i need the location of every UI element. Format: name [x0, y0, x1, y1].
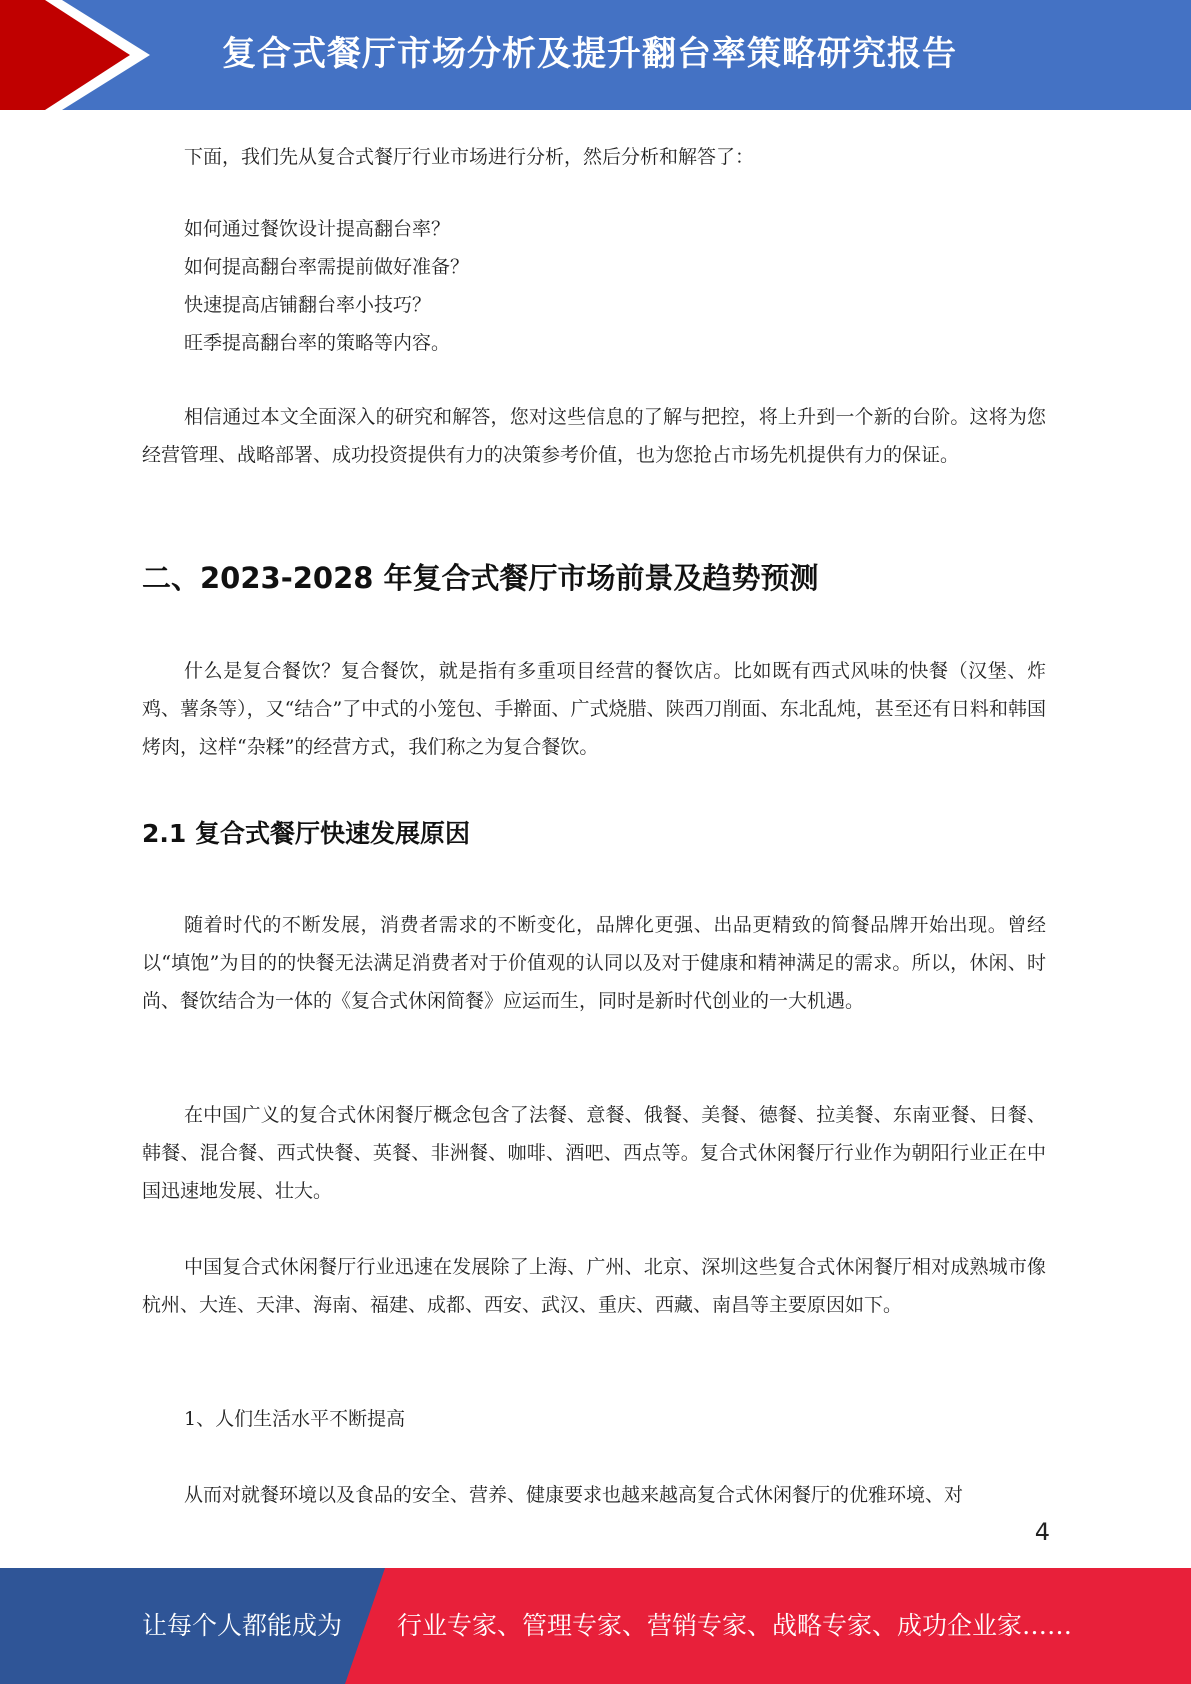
- header-chevron-icon: [0, 0, 150, 110]
- page-number: 4: [1034, 1518, 1050, 1546]
- cities-paragraph: 中国复合式休闲餐厅行业迅速在发展除了上海、广州、北京、深圳这些复合式休闲餐厅相对成熟城市像杭州、大连、天津、海南、福建、成都、西安、武汉、重庆、西藏、南昌等主要原因如下。: [142, 1256, 1046, 1316]
- footer-slogan-left: 让每个人都能成为: [142, 1611, 343, 1640]
- question-item: 快速提高店铺翻台率小技巧？: [184, 294, 432, 316]
- reason-heading: 1、人们生活水平不断提高: [184, 1408, 406, 1430]
- concept-paragraph: 在中国广义的复合式休闲餐厅概念包含了法餐、意餐、俄餐、美餐、德餐、拉美餐、东南亚餐、日餐、韩餐、混合餐、西式快餐、英餐、非洲餐、咖啡、酒吧、西点等。复合式休闲餐厅行业作为朝阳行业正在中国迅速地发展、壮大。: [142, 1104, 1046, 1202]
- subsection-heading: 2.1 复合式餐厅快速发展原因: [142, 819, 470, 848]
- value-paragraph: 相信通过本文全面深入的研究和解答，您对这些信息的了解与把控，将上升到一个新的台阶。这将为您经营管理、战略部署、成功投资提供有力的决策参考价值，也为您抢占市场先机提供有力的保证。: [142, 406, 1046, 466]
- question-item: 旺季提高翻台率的策略等内容。: [184, 332, 451, 354]
- report-title: 复合式餐厅市场分析及提升翻台率策略研究报告: [222, 34, 957, 74]
- page-header: [0, 0, 1191, 110]
- question-item: 如何提高翻台率需提前做好准备？: [184, 256, 470, 278]
- development-paragraph: 随着时代的不断发展，消费者需求的不断变化，品牌化更强、出品更精致的简餐品牌开始出现。曾经以“填饱”为目的的快餐无法满足消费者对于价值观的认同以及对于健康和精神满足的需求。所以，休闲、时尚、餐饮结合为一体的《复合式休闲简餐》应运而生，同时是新时代创业的一大机遇。: [142, 914, 1046, 1012]
- definition-paragraph: 什么是复合餐饮？复合餐饮，就是指有多重项目经营的餐饮店。比如既有西式风味的快餐（汉堡、炸鸡、薯条等），又“结合”了中式的小笼包、手擀面、广式烧腊、陕西刀削面、东北乱炖，甚至还有日料和韩国烤肉，这样“杂糅”的经营方式，我们称之为复合餐饮。: [142, 660, 1046, 758]
- footer-slogan-right: 行业专家、管理专家、营销专家、战略专家、成功企业家……: [397, 1611, 1073, 1640]
- intro-line: 下面，我们先从复合式餐厅行业市场进行分析，然后分析和解答了：: [184, 146, 755, 168]
- section-heading: 二、2023-2028 年复合式餐厅市场前景及趋势预测: [142, 561, 819, 595]
- page-footer: [0, 1568, 1191, 1684]
- reason-paragraph: 从而对就餐环境以及食品的安全、营养、健康要求也越来越高复合式休闲餐厅的优雅环境、对: [184, 1484, 964, 1506]
- question-item: 如何通过餐饮设计提高翻台率？: [184, 218, 451, 240]
